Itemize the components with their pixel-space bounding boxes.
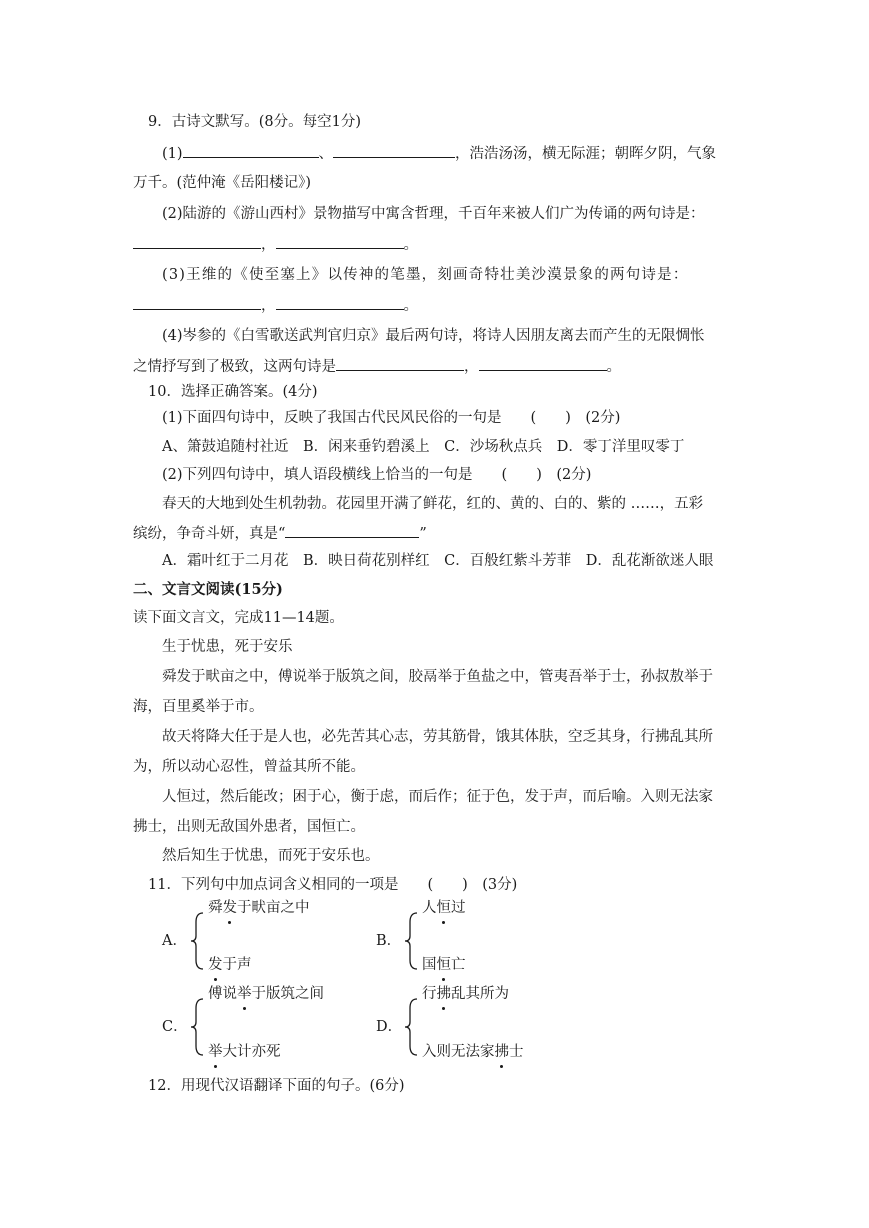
passage-para3-line2: 拂士，出则无敌国外患者，国恒亡。 (133, 819, 365, 835)
q10-title: 10．选择正确答案。(4分) (148, 384, 318, 400)
section-heading: 二、文言文阅读(15分) (133, 581, 283, 598)
q10-sub2-options: A．霜叶红于二月花 B．映日荷花别样红 C．百般红紫斗芳菲 D．乱花渐欲迷人眼 (162, 553, 714, 569)
passage-para1-line2: 海，百里奚举于市。 (133, 699, 264, 715)
q10-sub2-text-line2: 缤纷，争奇斗妍，真是“ ” (133, 523, 427, 544)
q11-option-c-label: C． (162, 1019, 188, 1035)
brace-icon (190, 912, 204, 970)
q11-option-a-top: 舜发于畎亩之中 (208, 900, 310, 916)
q9-title: 9．古诗文默写。(8分。每空1分) (148, 114, 361, 130)
answer-blank[interactable] (336, 356, 464, 371)
passage-para2-line1: 故天将降大任于是人也，必先苦其心志，劳其筋骨，饿其体肤，空乏其身，行拂乱其所 (162, 729, 713, 745)
q9-part3-line1: (3)王维的《使至塞上》以传神的笔墨，刻画奇特壮美沙漠景象的两句诗是： (162, 267, 689, 283)
q11-option-d-bottom: 入则无法家拂士 (422, 1044, 524, 1060)
q11-option-b-label: B． (376, 933, 402, 949)
q11-option-c-bottom: 举大计亦死 (208, 1044, 281, 1060)
answer-blank[interactable] (276, 295, 404, 310)
q11-option-d-top: 行拂乱其所为 (422, 986, 509, 1002)
q9-part1-line1: (1) 、 ，浩浩汤汤，横无际涯；朝晖夕阴，气象 (162, 143, 716, 164)
q9-part4-line2: 之情抒写到了极致，这两句诗是 ， 。 (133, 356, 621, 377)
passage-para3-line1: 人恒过，然后能改；困于心，衡于虑，而后作；征于色，发于声，而后喻。入则无法家 (162, 789, 713, 805)
q11-option-d-label: D． (376, 1019, 403, 1035)
q12-title: 12．用现代汉语翻译下面的句子。(6分) (148, 1078, 405, 1094)
answer-blank[interactable] (333, 143, 455, 158)
q10-sub1: (1)下面四句诗中，反映了我国古代民风民俗的一句是 ( ) (2分) (162, 410, 621, 426)
answer-blank[interactable] (276, 234, 404, 249)
answer-blank[interactable] (133, 234, 261, 249)
q9-part1-line2: 万千。(范仲淹《岳阳楼记》) (133, 175, 312, 191)
answer-blank[interactable] (479, 356, 607, 371)
q9-part4-line1: (4)岑参的《白雪歌送武判官归京》最后两句诗，将诗人因朋友离去而产生的无限惆怅 (162, 328, 705, 344)
passage-para1-line1: 舜发于畎亩之中，傅说举于版筑之间，胶鬲举于鱼盐之中，管夷吾举于士，孙叔敖举于 (162, 669, 713, 685)
q11-title: 11．下列句中加点词含义相同的一项是 ( ) (3分) (148, 877, 518, 893)
q11-option-b-top: 人恒过 (422, 900, 466, 916)
q9-part3-line2: ， 。 (133, 295, 418, 316)
q11-option-b-bottom: 国恒亡 (422, 957, 466, 973)
section-intro: 读下面文言文，完成11—14题。 (133, 610, 344, 626)
q10-sub1-options: A、箫鼓追随村社近 B．闲来垂钓碧溪上 C．沙场秋点兵 D．零丁洋里叹零丁 (162, 439, 685, 455)
answer-blank[interactable] (133, 295, 261, 310)
q9-part2-line1: (2)陆游的《游山西村》景物描写中寓含哲理，千百年来被人们广为传诵的两句诗是： (162, 206, 705, 222)
brace-icon (404, 912, 418, 970)
brace-icon (404, 998, 418, 1056)
answer-blank[interactable] (285, 523, 419, 538)
q11-option-a-label: A． (162, 933, 187, 949)
q9-part2-line2: ， 。 (133, 234, 418, 255)
q10-sub2-text-line1: 春天的大地到处生机勃勃。花园里开满了鲜花，红的、黄的、白的、紫的 ……，五彩 (162, 496, 704, 512)
passage-para2-line2: 为，所以动心忍性，曾益其所不能。 (133, 759, 365, 775)
passage-para4: 然后知生于忧患，而死于安乐也。 (162, 848, 380, 864)
answer-blank[interactable] (183, 143, 319, 158)
q10-sub2: (2)下列四句诗中，填人语段横线上恰当的一句是 ( ) (2分) (162, 467, 592, 483)
q11-option-c-top: 傅说举于版筑之间 (208, 986, 324, 1002)
q11-option-a-bottom: 发于声 (208, 957, 252, 973)
passage-title: 生于忧患，死于安乐 (162, 639, 293, 655)
brace-icon (190, 998, 204, 1056)
